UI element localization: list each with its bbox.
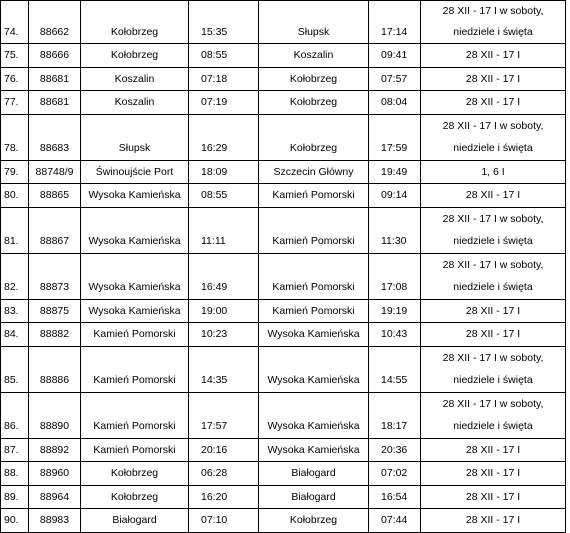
origin-station: Kołobrzeg — [81, 44, 189, 68]
train-number: 88892 — [29, 438, 81, 462]
origin-station: Kołobrzeg — [81, 1, 189, 44]
origin-station: Słupsk — [81, 114, 189, 160]
validity-period: 28 XII - 17 I — [421, 67, 566, 91]
table-row — [1, 509, 566, 533]
destination-station: Kołobrzeg — [259, 67, 369, 91]
departure-time: 16:29 — [189, 114, 259, 160]
destination-station: Kamień Pomorski — [259, 299, 369, 323]
arrival-time: 07:57 — [369, 67, 421, 91]
destination-station: Kamień Pomorski — [259, 207, 369, 253]
row-number: 89. — [1, 485, 29, 509]
validity-period: 1, 6 I — [421, 160, 566, 184]
departure-time: 08:55 — [189, 44, 259, 68]
train-number: 88875 — [29, 299, 81, 323]
table-row — [1, 114, 566, 160]
validity-period: 28 XII - 17 I — [421, 184, 566, 208]
departure-time: 19:00 — [189, 299, 259, 323]
origin-station: Wysoka Kamieńska — [81, 184, 189, 208]
table-row — [1, 67, 566, 91]
departure-time: 20:16 — [189, 438, 259, 462]
departure-time: 16:20 — [189, 485, 259, 509]
validity-period: 28 XII - 17 I — [421, 485, 566, 509]
row-number: 74. — [1, 1, 29, 44]
train-number: 88886 — [29, 346, 81, 392]
destination-station: Białogard — [259, 462, 369, 486]
validity-period: 28 XII - 17 I w soboty, niedziele i święta — [421, 207, 566, 253]
validity-period: 28 XII - 17 I — [421, 44, 566, 68]
table-row — [1, 438, 566, 462]
train-number: 88666 — [29, 44, 81, 68]
table-row — [1, 392, 566, 438]
train-number: 88890 — [29, 392, 81, 438]
origin-station: Wysoka Kamieńska — [81, 299, 189, 323]
row-number: 78. — [1, 114, 29, 160]
origin-station: Kamień Pomorski — [81, 392, 189, 438]
table-row — [1, 91, 566, 115]
train-number: 88662 — [29, 1, 81, 44]
departure-time: 16:49 — [189, 253, 259, 299]
origin-station: Kołobrzeg — [81, 462, 189, 486]
validity-period: 28 XII - 17 I w soboty, niedziele i święta — [421, 392, 566, 438]
row-number: 77. — [1, 91, 29, 115]
train-number: 88865 — [29, 184, 81, 208]
arrival-time: 11:30 — [369, 207, 421, 253]
validity-period: 28 XII - 17 I — [421, 323, 566, 347]
validity-period: 28 XII - 17 I w soboty, niedziele i święta — [421, 253, 566, 299]
table-row — [1, 184, 566, 208]
row-number: 83. — [1, 299, 29, 323]
destination-station: Białogard — [259, 485, 369, 509]
row-number: 80. — [1, 184, 29, 208]
arrival-time: 16:54 — [369, 485, 421, 509]
arrival-time: 17:08 — [369, 253, 421, 299]
table-row — [1, 207, 566, 253]
train-number: 88873 — [29, 253, 81, 299]
departure-time: 06:28 — [189, 462, 259, 486]
validity-period: 28 XII - 17 I w soboty, niedziele i święta — [421, 114, 566, 160]
origin-station: Koszalin — [81, 67, 189, 91]
row-number: 81. — [1, 207, 29, 253]
row-number: 79. — [1, 160, 29, 184]
origin-station: Kamień Pomorski — [81, 438, 189, 462]
departure-time: 15:35 — [189, 1, 259, 44]
departure-time: 17:57 — [189, 392, 259, 438]
train-number: 88964 — [29, 485, 81, 509]
destination-station: Kołobrzeg — [259, 114, 369, 160]
destination-station: Słupsk — [259, 1, 369, 44]
table-row — [1, 160, 566, 184]
origin-station: Wysoka Kamieńska — [81, 207, 189, 253]
destination-station: Wysoka Kamieńska — [259, 392, 369, 438]
departure-time: 11:11 — [189, 207, 259, 253]
arrival-time: 19:19 — [369, 299, 421, 323]
arrival-time: 08:04 — [369, 91, 421, 115]
row-number: 76. — [1, 67, 29, 91]
row-number: 82. — [1, 253, 29, 299]
departure-time: 08:55 — [189, 184, 259, 208]
validity-period: 28 XII - 17 I w soboty, niedziele i święta — [421, 1, 566, 44]
validity-period: 28 XII - 17 I — [421, 438, 566, 462]
row-number: 90. — [1, 509, 29, 533]
destination-station: Wysoka Kamieńska — [259, 323, 369, 347]
row-number: 85. — [1, 346, 29, 392]
validity-period: 28 XII - 17 I — [421, 91, 566, 115]
train-number: 88683 — [29, 114, 81, 160]
departure-time: 07:10 — [189, 509, 259, 533]
train-number: 88681 — [29, 67, 81, 91]
train-number: 88960 — [29, 462, 81, 486]
row-number: 88. — [1, 462, 29, 486]
train-number: 88867 — [29, 207, 81, 253]
table-row — [1, 346, 566, 392]
arrival-time: 09:41 — [369, 44, 421, 68]
departure-time: 18:09 — [189, 160, 259, 184]
train-number: 88882 — [29, 323, 81, 347]
destination-station: Wysoka Kamieńska — [259, 438, 369, 462]
destination-station: Kamień Pomorski — [259, 184, 369, 208]
arrival-time: 10:43 — [369, 323, 421, 347]
arrival-time: 09:14 — [369, 184, 421, 208]
table-row — [1, 44, 566, 68]
validity-period: 28 XII - 17 I — [421, 509, 566, 533]
validity-period: 28 XII - 17 I — [421, 462, 566, 486]
origin-station: Świnoujście Port — [81, 160, 189, 184]
table-row — [1, 299, 566, 323]
origin-station: Kamień Pomorski — [81, 346, 189, 392]
departure-time: 10:23 — [189, 323, 259, 347]
arrival-time: 07:02 — [369, 462, 421, 486]
timetable-body — [1, 1, 566, 533]
departure-time: 14:35 — [189, 346, 259, 392]
arrival-time: 19:49 — [369, 160, 421, 184]
destination-station: Wysoka Kamieńska — [259, 346, 369, 392]
origin-station: Wysoka Kamieńska — [81, 253, 189, 299]
validity-period: 28 XII - 17 I w soboty, niedziele i święta — [421, 346, 566, 392]
table-row — [1, 462, 566, 486]
table-row — [1, 1, 566, 44]
arrival-time: 18:17 — [369, 392, 421, 438]
origin-station: Koszalin — [81, 91, 189, 115]
row-number: 84. — [1, 323, 29, 347]
arrival-time: 20:36 — [369, 438, 421, 462]
origin-station: Kamień Pomorski — [81, 323, 189, 347]
destination-station: Koszalin — [259, 44, 369, 68]
train-number: 88748/9 — [29, 160, 81, 184]
arrival-time: 17:14 — [369, 1, 421, 44]
row-number: 86. — [1, 392, 29, 438]
row-number: 75. — [1, 44, 29, 68]
departure-time: 07:19 — [189, 91, 259, 115]
train-number: 88983 — [29, 509, 81, 533]
validity-period: 28 XII - 17 I — [421, 299, 566, 323]
destination-station: Kołobrzeg — [259, 91, 369, 115]
departure-time: 07:18 — [189, 67, 259, 91]
row-number: 87. — [1, 438, 29, 462]
destination-station: Szczecin Główny — [259, 160, 369, 184]
destination-station: Kamień Pomorski — [259, 253, 369, 299]
table-row — [1, 485, 566, 509]
train-number: 88681 — [29, 91, 81, 115]
origin-station: Kołobrzeg — [81, 485, 189, 509]
table-row — [1, 323, 566, 347]
table-row — [1, 253, 566, 299]
arrival-time: 14:55 — [369, 346, 421, 392]
origin-station: Białogard — [81, 509, 189, 533]
destination-station: Kołobrzeg — [259, 509, 369, 533]
arrival-time: 17:59 — [369, 114, 421, 160]
arrival-time: 07:44 — [369, 509, 421, 533]
